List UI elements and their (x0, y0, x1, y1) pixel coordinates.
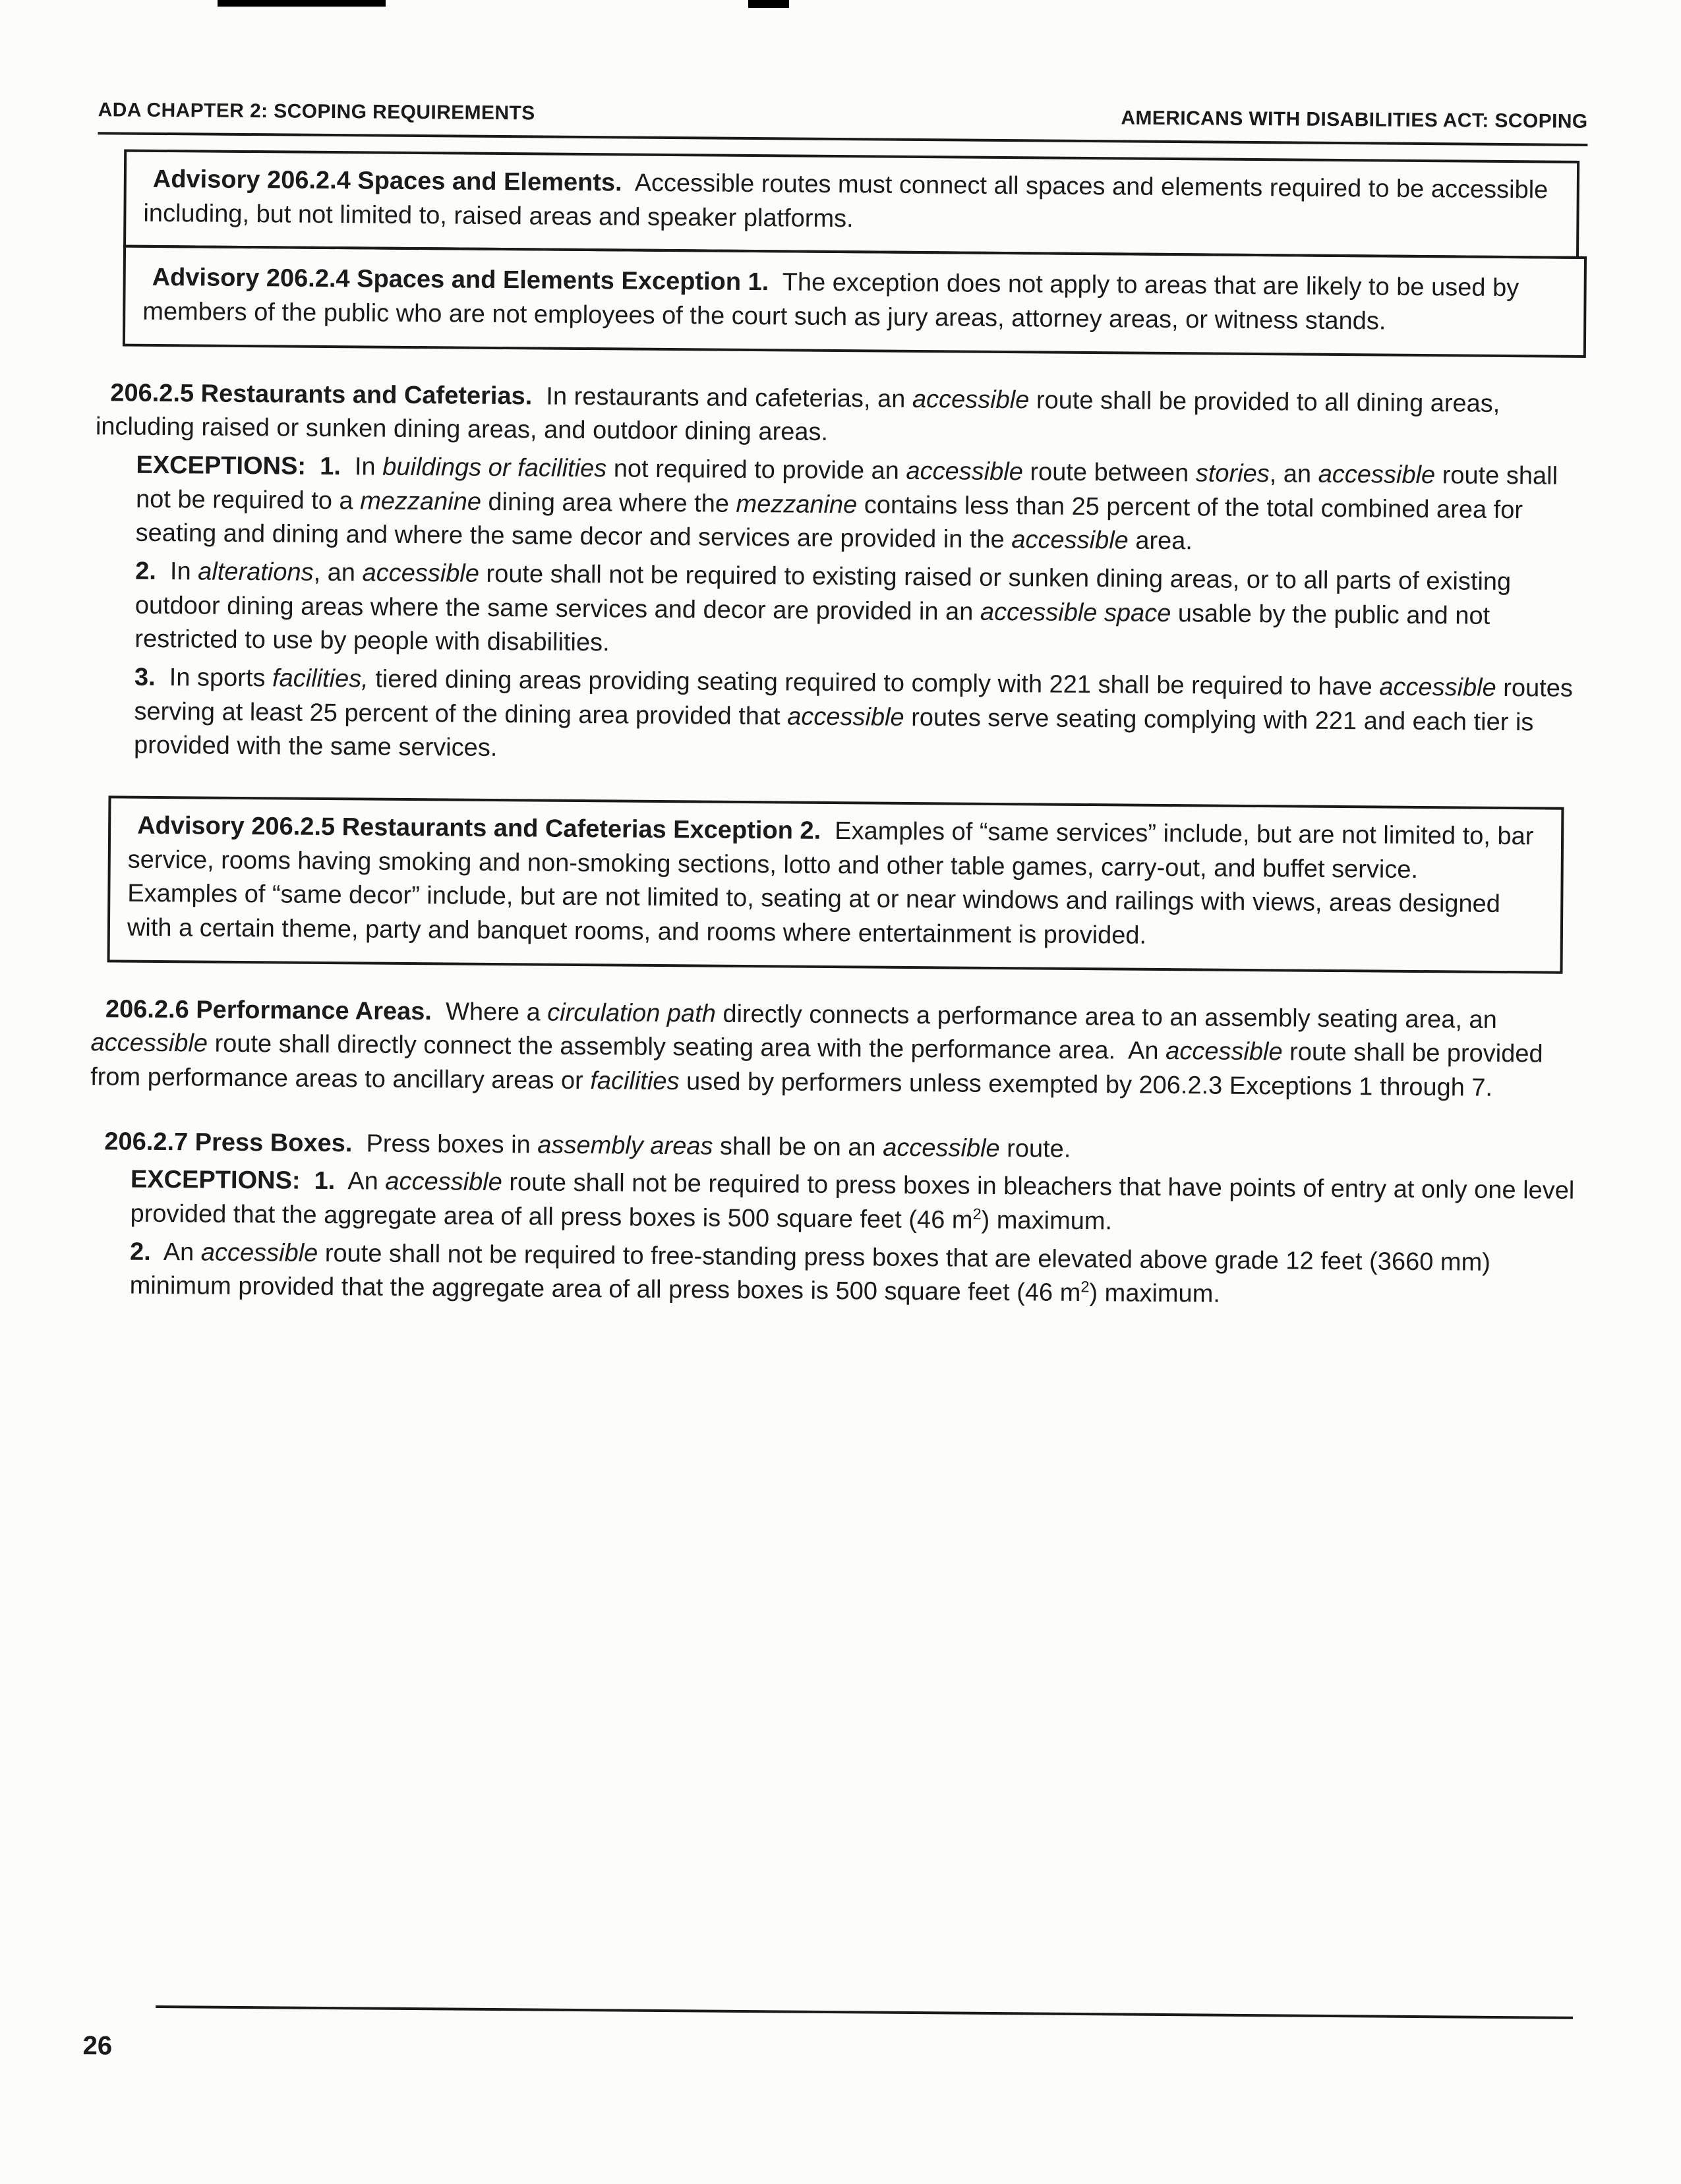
section-206-2-5-exception-1: EXCEPTIONS: 1. In buildings or facilities not required to provide an accessible route between stories, an accessible route shall not be required to a mezzanine dining area where the mezzanine contains less than 25 percent of the total combined area for seating and dining and where the same decor and services are provided in the accessible area. (135, 451, 1558, 556)
header-divider (98, 132, 1587, 146)
page-header (98, 99, 1588, 133)
section-206-2-5-exception-3: 3. In sports facilities, tiered dining areas providing seating required to comply with 221 shall be required to have accessible routes serving at least 25 percent of the dining area provided that accessible routes serve seating complying with 221 and each tier is provided with the same services. (133, 663, 1574, 762)
advisory-box-206-2-4 (123, 150, 1579, 260)
footer-divider (156, 2005, 1573, 2019)
section-206-2-6: 206.2.6 Performance Areas. Where a circulation path directly connects a performance area to an assembly seating area, an accessible route shall directly connect the assembly seating area with the performance area. An accessible route shall be provided from performance areas to ancillary areas or facilities used by performers unless exempted by 206.2.3 Exceptions 1 through 7. (90, 995, 1543, 1102)
page-number: 26 (82, 2031, 113, 2061)
advisory-box-206-2-4-exception-1 (123, 245, 1587, 358)
section-206-2-5-exception-2: 2. In alterations, an accessible route shall not be required to existing raised or sunken dining areas, or to all parts of existing outdoor dining areas where the same services and decor are provided in an accessible space usable by the public and not restricted to use by people with disabilities. (134, 557, 1512, 657)
advisory-206-2-4-group (123, 150, 1579, 358)
header-right: AMERICANS WITH DISABILITIES ACT: SCOPING (1121, 107, 1588, 132)
scan-artifact (748, 0, 789, 8)
header-left: ADA CHAPTER 2: SCOPING REQUIREMENTS (98, 99, 535, 125)
section-206-2-5: 206.2.5 Restaurants and Cafeterias. In restaurants and cafeterias, an accessible route shall be provided to all dining areas, including raised or sunken dining areas, and outdoor dining areas. (95, 379, 1500, 447)
section-206-2-7-exception-2: 2. An accessible route shall not be required to free-standing press boxes that are elevated above grade 12 feet (3660 mm) minimum provided that the aggregate area of all press boxes is 500 square feet (46 $m^2$) maximum. (129, 1238, 1491, 1309)
advisory-paragraph: Advisory 206.2.4 Spaces and Elements. Accessible routes must connect all spaces and elements required to be accessible including, but not limited to, raised areas and speaker platforms. (143, 165, 1548, 233)
advisory-paragraph: Advisory 206.2.5 Restaurants and Cafeterias Exception 2. Examples of “same services” include, but are not limited to, bar service, rooms having smoking and non-smoking sections, lotto and other table games, carry-out, and buffet service. Examples of “same decor” include, but are not limited to, seating at or near windows and railings with views, areas designed with a certain theme, party and banquet rooms, and rooms where entertainment is provided. (127, 811, 1534, 950)
section-206-2-7-exception-1: EXCEPTIONS: 1. An accessible route shall not be required to press boxes in bleachers that have points of entry at only one level provided that the aggregate area of all press boxes is 500 square feet (46 $m^2$) maximum. (130, 1166, 1575, 1236)
advisory-box-206-2-5 (107, 795, 1564, 973)
advisory-paragraph: Advisory 206.2.4 Spaces and Elements Exception 1. The exception does not apply to areas that are likely to be used by members of the public who are not employees of the court such as jury areas, attorney areas, or witness stands. (142, 264, 1519, 335)
section-206-2-7: 206.2.7 Press Boxes. Press boxes in assembly areas shall be on an accessible route. (104, 1128, 1071, 1163)
scan-artifact (218, 0, 386, 7)
